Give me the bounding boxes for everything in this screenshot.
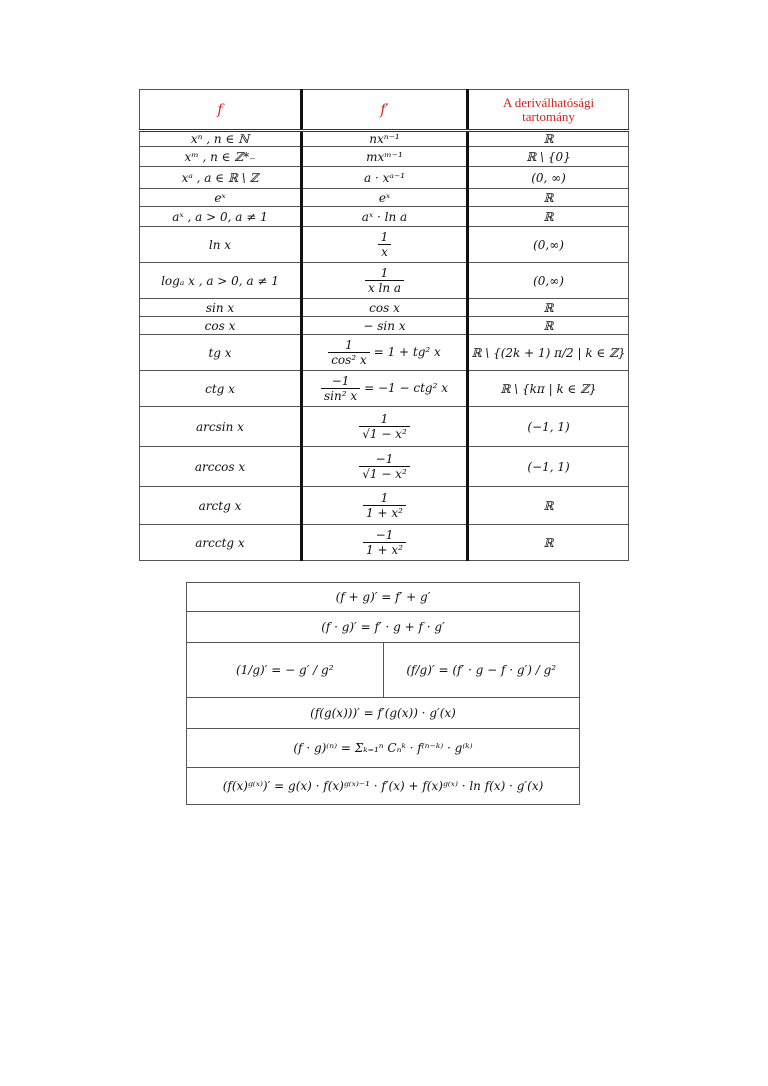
cell-function: cos x: [140, 317, 302, 335]
cell-derivative: aˣ · ln a: [302, 207, 468, 227]
cell-function: arccos x: [140, 447, 302, 487]
cell-derivative: [302, 407, 468, 447]
rule-chain: (f(g(x)))′ = f′(g(x)) · g′(x): [187, 698, 580, 729]
cell-derivative: nxⁿ⁻¹: [302, 131, 468, 147]
table-row: [140, 525, 629, 561]
cell-function: arcctg x: [140, 525, 302, 561]
cell-domain: ℝ: [468, 317, 629, 335]
cell-derivative: [302, 227, 468, 263]
table-row: [140, 227, 629, 263]
rule-row-chain: [187, 698, 580, 729]
cell-domain: ℝ \ {(2k + 1) π/2 | k ∈ ℤ}: [468, 335, 629, 371]
rule-row-quotients: [187, 643, 580, 698]
cell-derivative: a · xᵃ⁻¹: [302, 167, 468, 189]
derivative-identity: = 1 + tg² x: [373, 345, 441, 359]
cell-function: ln x: [140, 227, 302, 263]
rule-row-leibniz: [187, 729, 580, 768]
fraction-numerator: −1: [375, 452, 394, 466]
cell-function: xⁿ , n ∈ ℕ: [140, 131, 302, 147]
rule-leibniz: (f · g)⁽ⁿ⁾ = Σₖ₌₁ⁿ Cₙᵏ · f⁽ⁿ⁻ᵏ⁾ · g⁽ᵏ⁾: [187, 729, 580, 768]
table-row: [140, 167, 629, 189]
table-row: [140, 371, 629, 407]
cell-domain: ℝ \ {kπ | k ∈ ℤ}: [468, 371, 629, 407]
fraction-denominator: √1 − x²: [359, 426, 410, 441]
table-row: [140, 299, 629, 317]
table-row: [140, 487, 629, 525]
fraction-numerator: −1: [375, 528, 394, 542]
header-domain: A deriválhatósági tartomány: [468, 90, 629, 131]
fraction-denominator: 1 + x²: [363, 505, 406, 520]
fraction: [365, 266, 404, 295]
fraction-numerator: 1: [380, 266, 389, 280]
cell-function: logₐ x , a > 0, a ≠ 1: [140, 263, 302, 299]
fraction: [359, 452, 410, 481]
table-row: [140, 207, 629, 227]
fraction-numerator: 1: [380, 491, 389, 505]
table-row: [140, 189, 629, 207]
cell-function: eˣ: [140, 189, 302, 207]
fraction-denominator: x ln a: [365, 280, 404, 295]
cell-domain: ℝ: [468, 525, 629, 561]
fraction: [363, 491, 406, 520]
fraction: [363, 528, 406, 557]
table-row: [140, 263, 629, 299]
table-row: [140, 335, 629, 371]
rule-product: (f · g)′ = f′ · g + f · g′: [187, 612, 580, 643]
header-f: f: [140, 90, 302, 131]
table-header-row: [140, 90, 629, 131]
cell-function: arcsin x: [140, 407, 302, 447]
cell-domain: (−1, 1): [468, 407, 629, 447]
cell-derivative: [302, 447, 468, 487]
rule-quotient: (f/g)′ = (f′ · g − f · g′) / g²: [383, 643, 580, 698]
cell-derivative: [302, 335, 468, 371]
table-row: [140, 147, 629, 167]
cell-domain: ℝ: [468, 487, 629, 525]
fraction-denominator: sin² x: [321, 388, 360, 403]
derivative-identity: = −1 − ctg² x: [364, 381, 448, 395]
cell-derivative: [302, 487, 468, 525]
cell-function: aˣ , a > 0, a ≠ 1: [140, 207, 302, 227]
table-row: [140, 407, 629, 447]
cell-derivative: [302, 371, 468, 407]
fraction-numerator: 1: [345, 338, 353, 352]
derivative-table: [139, 89, 629, 561]
fraction-denominator: 1 + x²: [363, 542, 406, 557]
rules-table: [186, 582, 580, 805]
fraction-denominator: x: [378, 244, 392, 259]
cell-derivative: mxᵐ⁻¹: [302, 147, 468, 167]
cell-function: xᵐ , n ∈ ℤ*₋: [140, 147, 302, 167]
cell-derivative: [302, 263, 468, 299]
fraction-numerator: 1: [380, 412, 389, 426]
rule-row-sum: [187, 583, 580, 612]
table-row: [140, 317, 629, 335]
cell-domain: ℝ: [468, 207, 629, 227]
fraction: [378, 230, 392, 259]
cell-derivative: [302, 525, 468, 561]
cell-domain: ℝ: [468, 131, 629, 147]
cell-function: arctg x: [140, 487, 302, 525]
rule-row-power: [187, 768, 580, 805]
fraction-numerator: −1: [331, 374, 350, 388]
cell-function: tg x: [140, 335, 302, 371]
table-row: [140, 131, 629, 147]
cell-function: xᵃ , a ∈ ℝ \ ℤ: [140, 167, 302, 189]
rule-row-product: [187, 612, 580, 643]
header-fprime: f′: [302, 90, 468, 131]
fraction: [321, 374, 360, 403]
cell-domain: ℝ: [468, 299, 629, 317]
cell-function: ctg x: [140, 371, 302, 407]
fraction: [359, 412, 410, 441]
rule-reciprocal: (1/g)′ = − g′ / g²: [187, 643, 384, 698]
cell-function: sin x: [140, 299, 302, 317]
fraction-denominator: √1 − x²: [359, 466, 410, 481]
cell-derivative: eˣ: [302, 189, 468, 207]
table-row: [140, 447, 629, 487]
cell-domain: (0,∞): [468, 227, 629, 263]
fraction-denominator: cos² x: [328, 352, 370, 367]
fraction: [328, 338, 370, 367]
cell-domain: ℝ: [468, 189, 629, 207]
cell-domain: (−1, 1): [468, 447, 629, 487]
cell-domain: (0, ∞): [468, 167, 629, 189]
cell-derivative: − sin x: [302, 317, 468, 335]
rule-sum: (f + g)′ = f′ + g′: [187, 583, 580, 612]
cell-derivative: cos x: [302, 299, 468, 317]
cell-domain: ℝ \ {0}: [468, 147, 629, 167]
rule-power: (f(x)ᵍ⁽ˣ⁾)′ = g(x) · f(x)ᵍ⁽ˣ⁾⁻¹ · f′(x) + f(x)ᵍ⁽ˣ⁾ · ln f(x) · g′(x): [187, 768, 580, 805]
fraction-numerator: 1: [380, 230, 389, 244]
cell-domain: (0,∞): [468, 263, 629, 299]
